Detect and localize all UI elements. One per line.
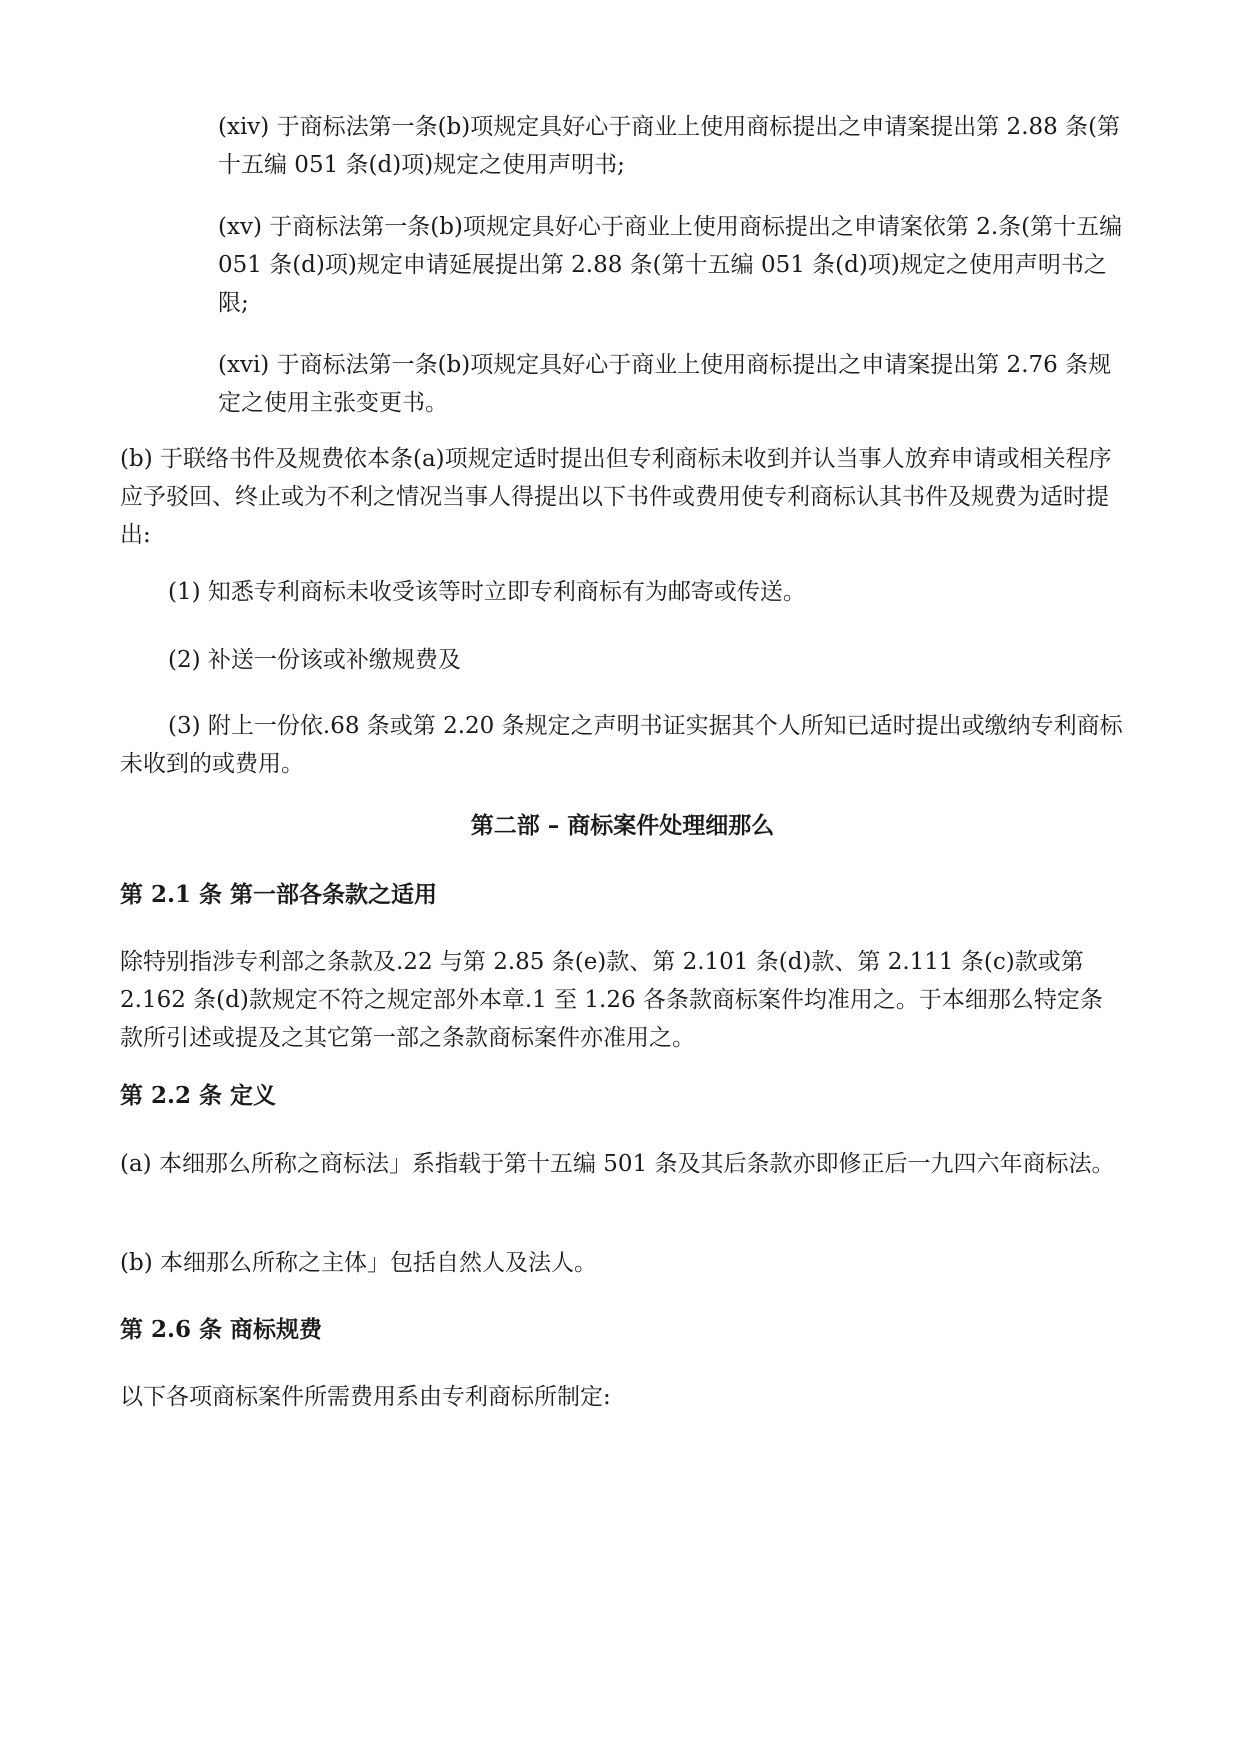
- item-xv: (xv) 于商标法第一条(b)项规定具好心于商业上使用商标提出之申请案依第 2.条(第十五编 051 条(d)项)规定申请延展提出第 2.88 条(第十五编 051 条(d)项)规定之使用声明书之限;: [218, 214, 1123, 316]
- section-2-1-title: 第 2.1 条 第一部各条款之适用: [120, 881, 438, 908]
- section-2-6-title: 第 2.6 条 商标规费: [120, 1316, 323, 1343]
- item-xiv: (xiv) 于商标法第一条(b)项规定具好心于商业上使用商标提出之申请案提出第 2.88 条(第十五编 051 条(d)项)规定之使用声明书;: [218, 114, 1121, 178]
- section-2-2-b: (b) 本细那么所称之主体」包括自然人及法人。: [120, 1250, 597, 1276]
- section-2-1-body: 除特别指涉专利部之条款及.22 与第 2.85 条(e)款、第 2.101 条(d)款、第 2.111 条(c)款或第 2.162 条(d)款规定不符之规定部外本章.1 至 1.26 各条款商标案件均准用之。于本细那么特定条款所引述或提及之其它第一部之条款商标案件亦准用之。: [120, 949, 1103, 1051]
- section-2-2-a: (a) 本细那么所称之商标法」系指载于第十五编 501 条及其后条款亦即修正后一九四六年商标法。: [120, 1151, 1115, 1177]
- part-title: 第二部 – 商标案件处理细那么: [470, 812, 775, 839]
- sub-item-2: (2) 补送一份该或补缴规费及: [168, 647, 461, 673]
- section-2-2-title: 第 2.2 条 定义: [120, 1082, 277, 1109]
- sub-item-3: (3) 附上一份依.68 条或第 2.20 条规定之声明书证实据其个人所知已适时提出或缴纳专利商标未收到的或费用。: [120, 713, 1123, 777]
- paragraph-b: (b) 于联络书件及规费依本条(a)项规定适时提出但专利商标未收到并认当事人放弃申请或相关程序应予驳回、终止或为不利之情况当事人得提出以下书件或费用使专利商标认其书件及规费为适时提出:: [120, 446, 1112, 548]
- section-2-6-body: 以下各项商标案件所需费用系由专利商标所制定:: [120, 1384, 611, 1410]
- item-xvi: (xvi) 于商标法第一条(b)项规定具好心于商业上使用商标提出之申请案提出第 2.76 条规定之使用主张变更书。: [218, 352, 1112, 416]
- sub-item-1: (1) 知悉专利商标未收受该等时立即专利商标有为邮寄或传送。: [168, 579, 806, 605]
